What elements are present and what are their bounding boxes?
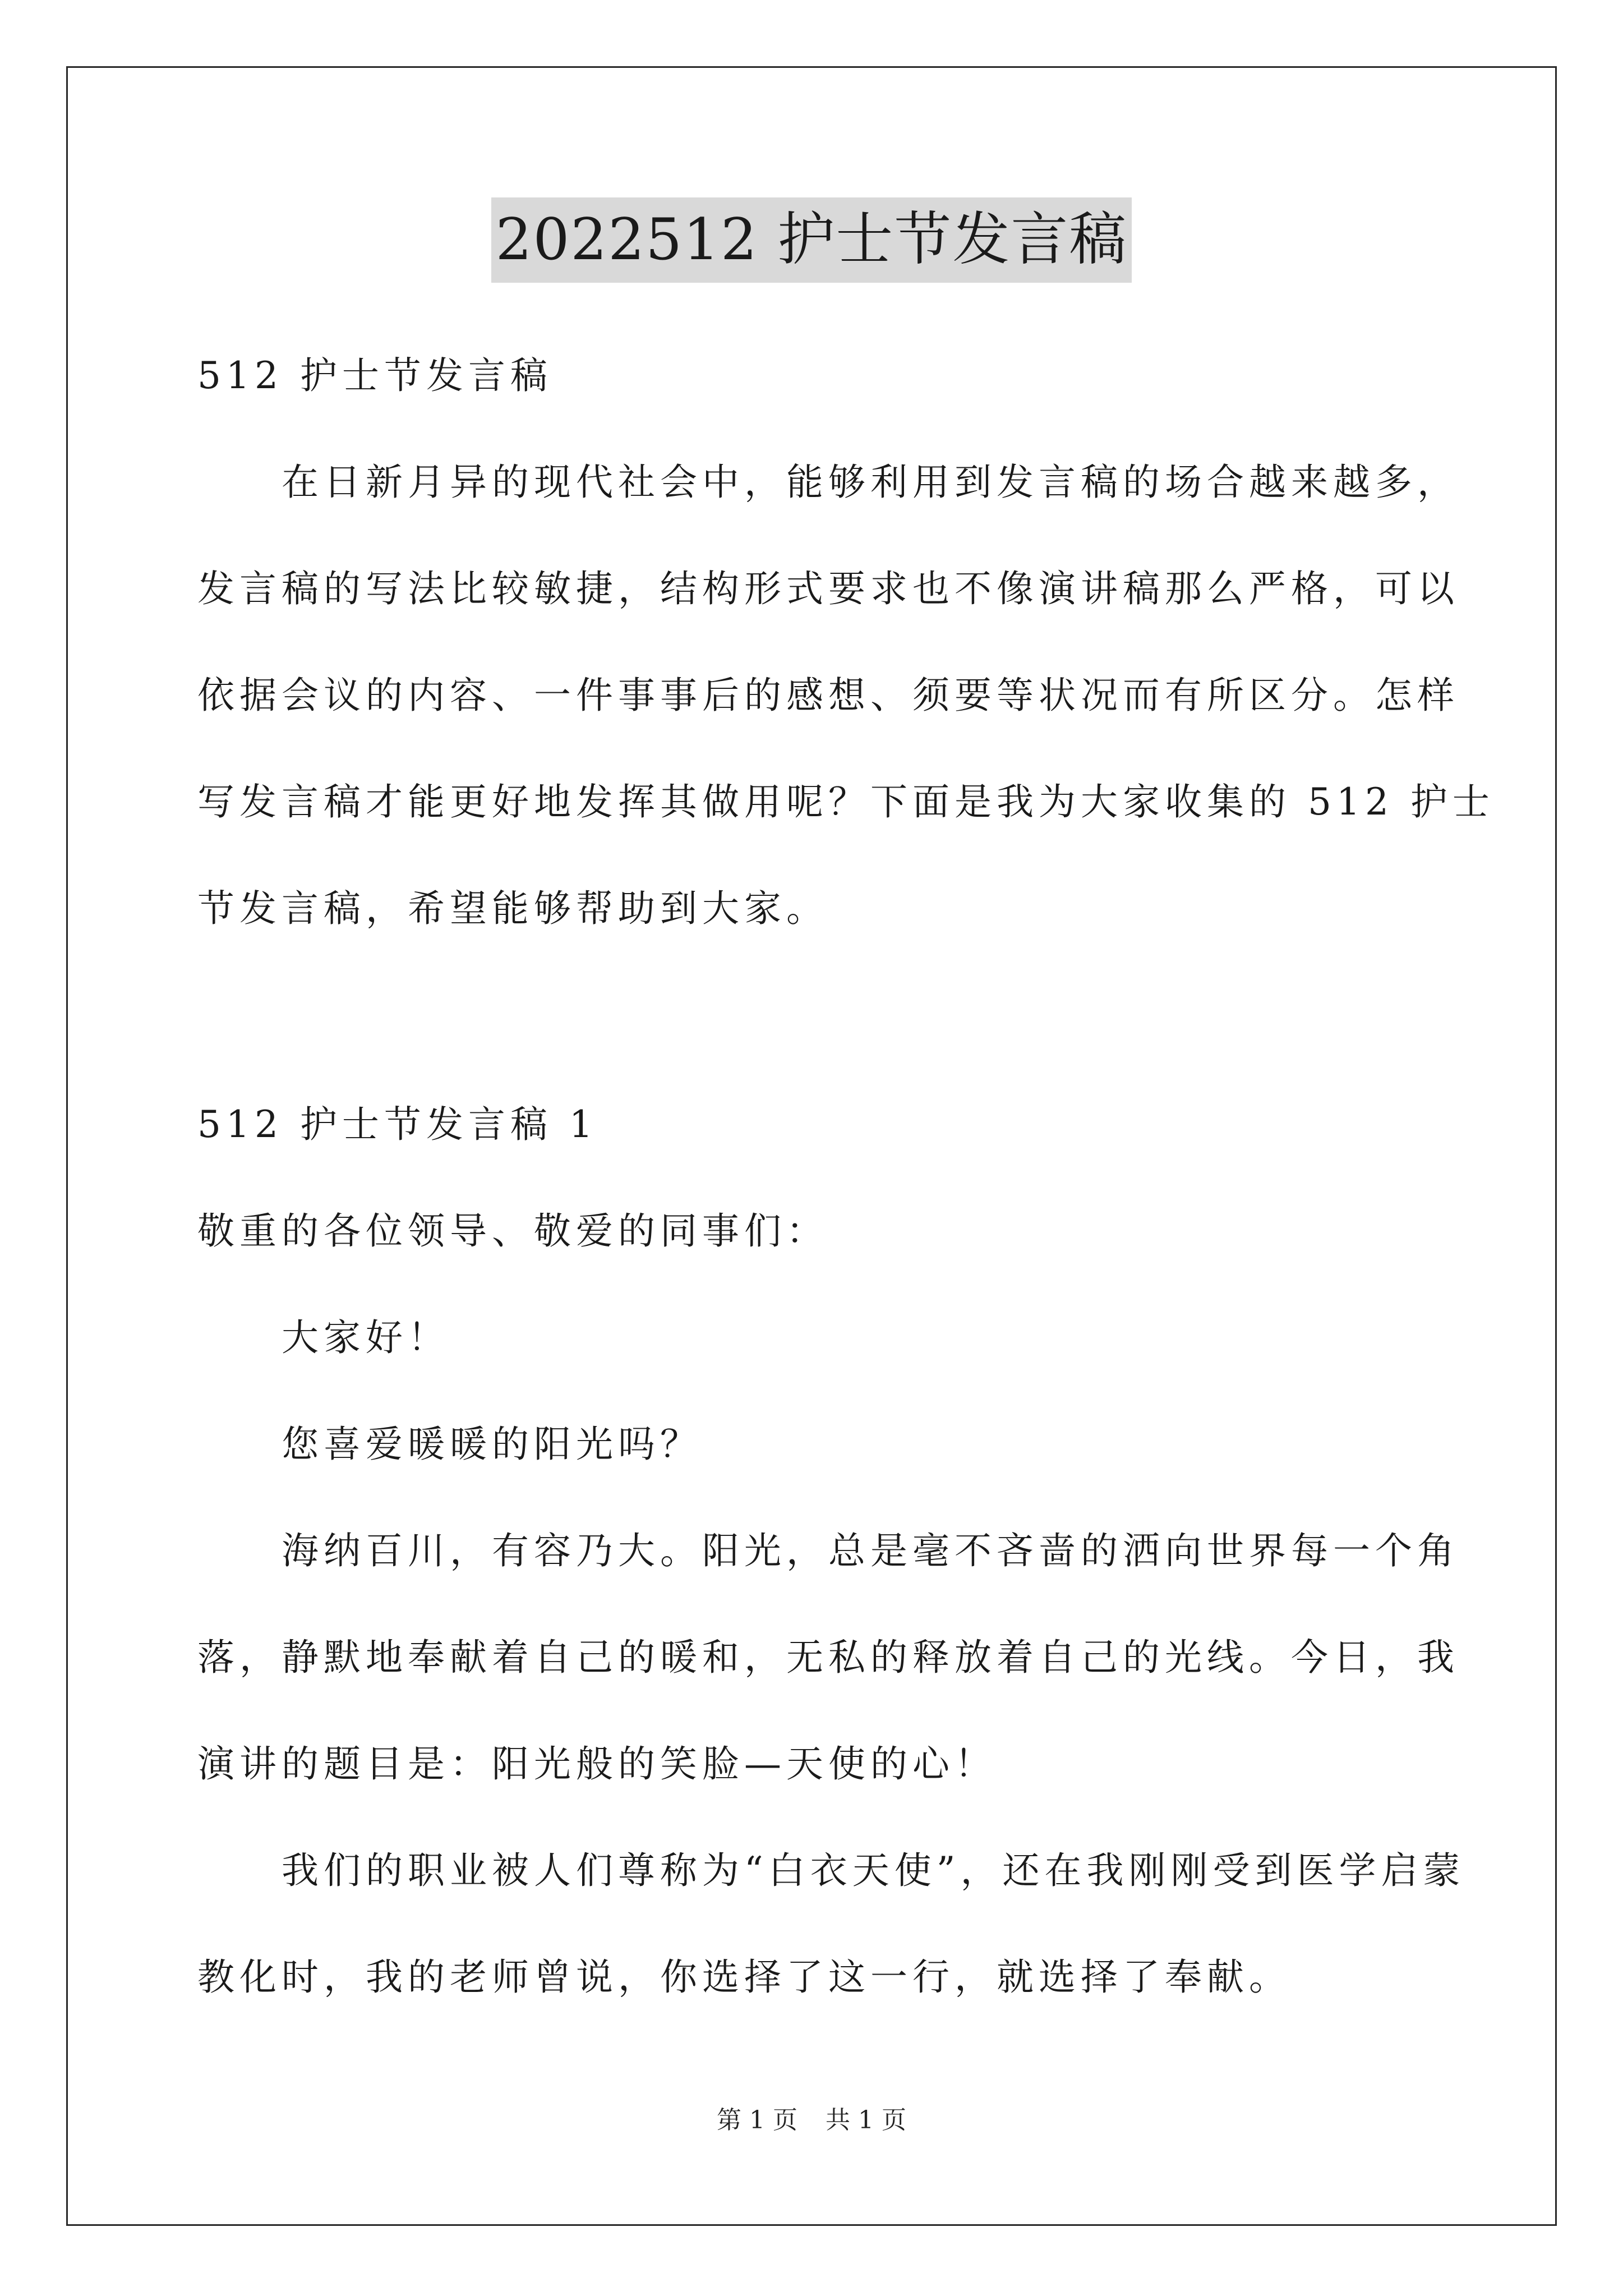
title-container	[0, 197, 1623, 283]
intro-line: 写发言稿才能更好地发挥其做用呢？下面是我为大家收集的 512 护士	[197, 780, 1495, 823]
salutation: 敬重的各位领导、敬爱的同事们：	[197, 1209, 828, 1253]
paragraph-line: 我们的职业被人们尊称为“白衣天使”，还在我刚刚受到医学启蒙	[282, 1849, 1465, 1892]
intro-line: 发言稿的写法比较敏捷，结构形式要求也不像演讲稿那么严格，可以	[197, 567, 1459, 610]
section-heading: 512 护士节发言稿 1	[197, 1103, 598, 1146]
paragraph-line: 海纳百川，有容乃大。阳光，总是毫不吝啬的洒向世界每一个角	[282, 1529, 1459, 1572]
intro-line: 依据会议的内容、一件事事后的感想、须要等状况而有所区分。怎样	[197, 674, 1459, 717]
paragraph-line: 演讲的题目是：阳光般的笑脸—天使的心！	[197, 1742, 997, 1786]
greeting: 大家好！	[282, 1316, 450, 1359]
question: 您喜爱暖暖的阳光吗？	[282, 1423, 702, 1466]
page-footer	[0, 2104, 1623, 2137]
intro-line: 在日新月异的现代社会中，能够利用到发言稿的场合越来越多，	[282, 461, 1459, 504]
paragraph-line: 落，静默地奉献着自己的暖和，无私的释放着自己的光线。今日，我	[197, 1636, 1459, 1679]
intro-line: 节发言稿，希望能够帮助到大家。	[197, 887, 828, 930]
subtitle: 512 护士节发言稿	[197, 354, 552, 397]
document-title: 2022512 护士节发言稿	[491, 197, 1132, 283]
paragraph-line: 教化时，我的老师曾说，你选择了这一行，就选择了奉献。	[197, 1955, 1291, 1999]
page-number: 第 1 页	[717, 2106, 797, 2134]
page-total: 共 1 页	[826, 2106, 906, 2134]
